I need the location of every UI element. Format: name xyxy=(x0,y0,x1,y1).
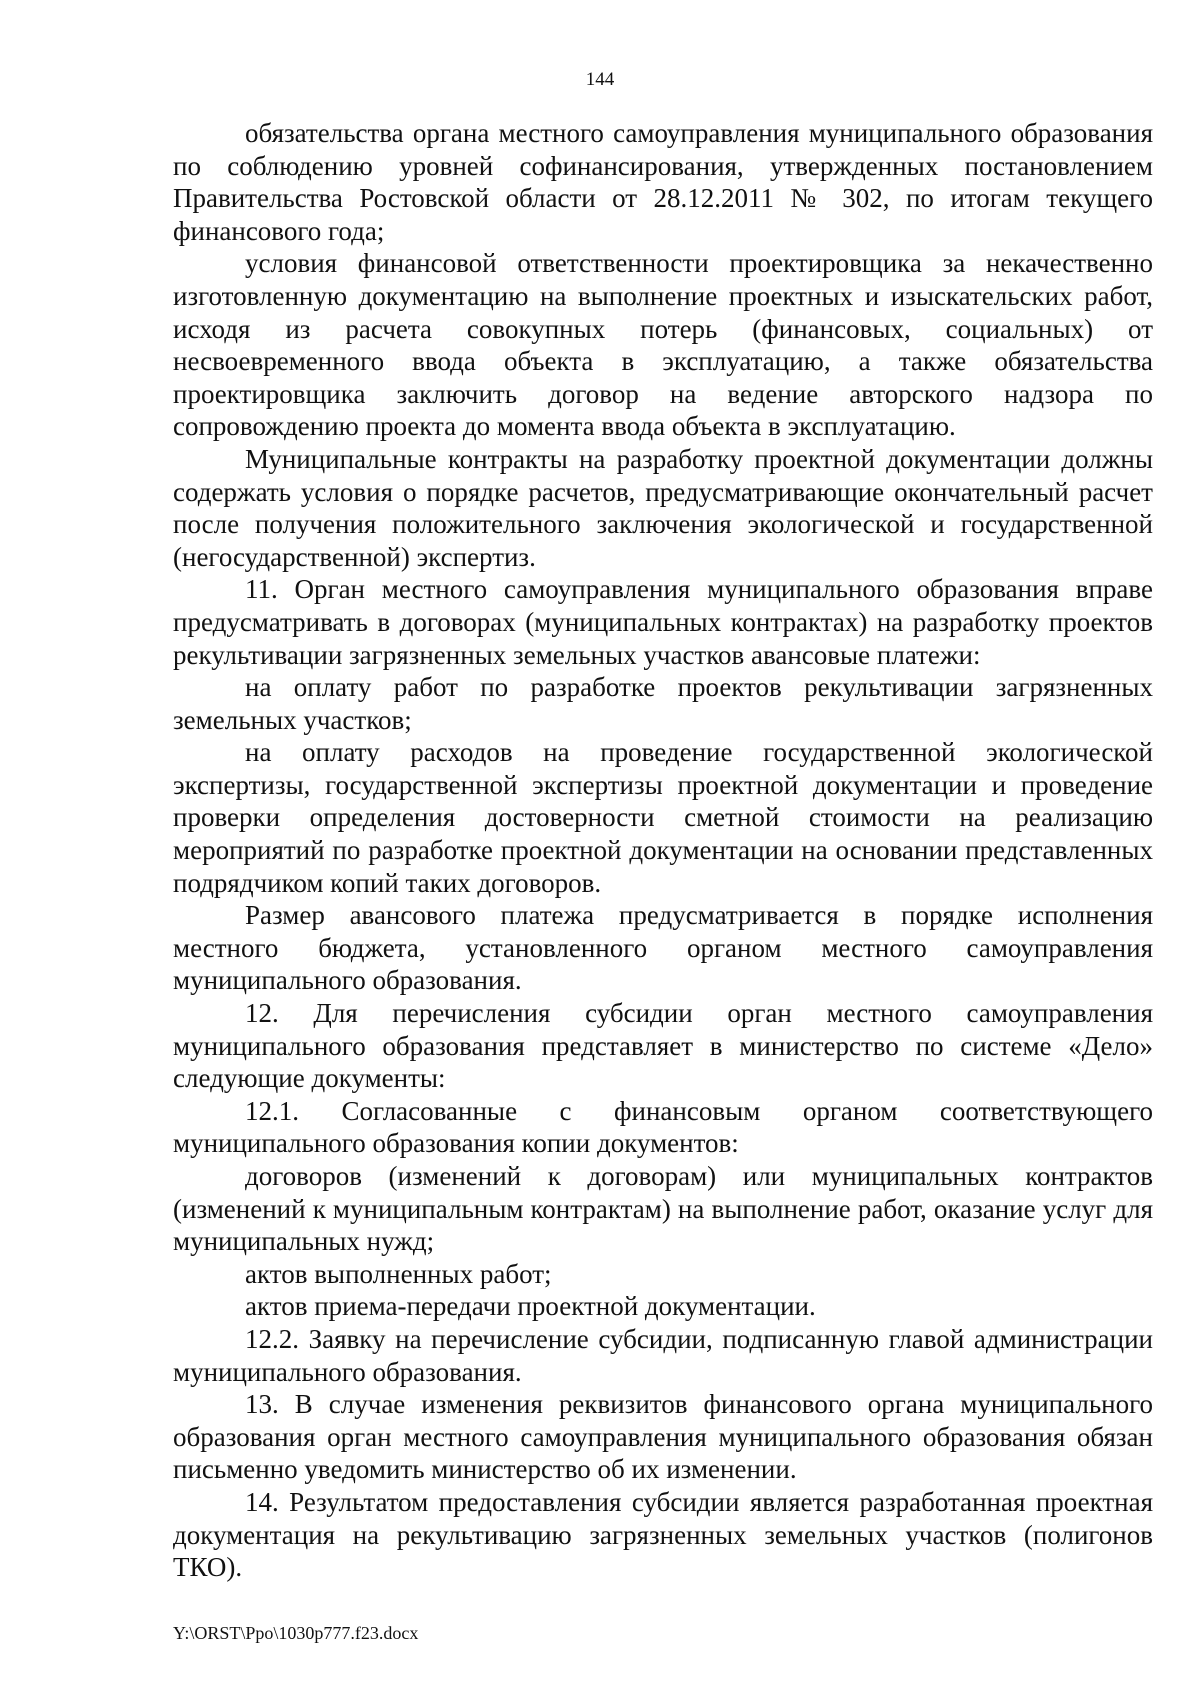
paragraph: Размер авансового платежа предусматривается в порядке исполнения местного бюджета, установленного органом местного самоуправления муниципального образования. xyxy=(173,900,1153,996)
footer-file-path: Y:\ORST\Ppo\1030p777.f23.docx xyxy=(173,1623,419,1643)
paragraph: обязательства органа местного самоуправления муниципального образования по соблюдению уровней софинансирования, утвержденных постановлением Правительства Ростовской области от 28.12.2011 № 302, по итогам текущего финансового года; xyxy=(173,118,1153,246)
page-number: 144 xyxy=(585,69,615,90)
document-body xyxy=(173,117,1153,1584)
paragraph: актов приема-передачи проектной документации. xyxy=(245,1291,816,1322)
paragraph: на оплату расходов на проведение государственной экологической экспертизы, государственной экспертизы проектной документации и проведение проверки определения достоверности сметной стоимости на реализацию мероприятий по разработке проектной документации на основании представленных подрядчиком копий таких договоров. xyxy=(173,737,1153,898)
paragraph: 11. Орган местного самоуправления муниципального образования вправе предусматривать в договорах (муниципальных контрактах) на разработку проектов рекультивации загрязненных земельных участков авансовые платежи: xyxy=(173,574,1153,670)
paragraph: 12.1. Согласованные с финансовым органом соответствующего муниципального образования копии документов: xyxy=(173,1095,1153,1159)
paragraph: на оплату работ по разработке проектов рекультивации загрязненных земельных участков; xyxy=(173,672,1153,735)
paragraph: 13. В случае изменения реквизитов финансового органа муниципального образования орган местного самоуправления муниципального образования обязан письменно уведомить министерство об их изменении. xyxy=(173,1389,1153,1485)
paragraph: Муниципальные контракты на разработку проектной документации должны содержать условия о порядке расчетов, предусматривающие окончательный расчет после получения положительного заключения экологической и государственной (негосударственной) экспертиз. xyxy=(173,443,1153,572)
paragraph: актов выполненных работ; xyxy=(245,1258,552,1289)
paragraph: договоров (изменений к договорам) или муниципальных контрактов (изменений к муниципальным контрактам) на выполнение работ, оказание услуг для муниципальных нужд; xyxy=(173,1161,1153,1257)
paragraph: условия финансовой ответственности проектировщика за некачественно изготовленную документацию на выполнение проектных и изыскательских работ, исходя из расчета совокупных потерь (финансовых, социальных) от несвоевременного ввода объекта в эксплуатацию, а также обязательства проектировщика заключить договор на ведение авторского надзора по сопровождению проекта до момента ввода объекта в эксплуатацию. xyxy=(173,248,1153,442)
paragraph: 12. Для перечисления субсидии орган местного самоуправления муниципального образования представляет в министерство по системе «Дело» следующие документы: xyxy=(173,998,1153,1094)
paragraph: 12.2. Заявку на перечисление субсидии, подписанную главой администрации муниципального образования. xyxy=(173,1323,1153,1387)
paragraph: 14. Результатом предоставления субсидии является разработанная проектная документация на рекультивацию загрязненных земельных участков (полигонов ТКО). xyxy=(173,1486,1153,1583)
